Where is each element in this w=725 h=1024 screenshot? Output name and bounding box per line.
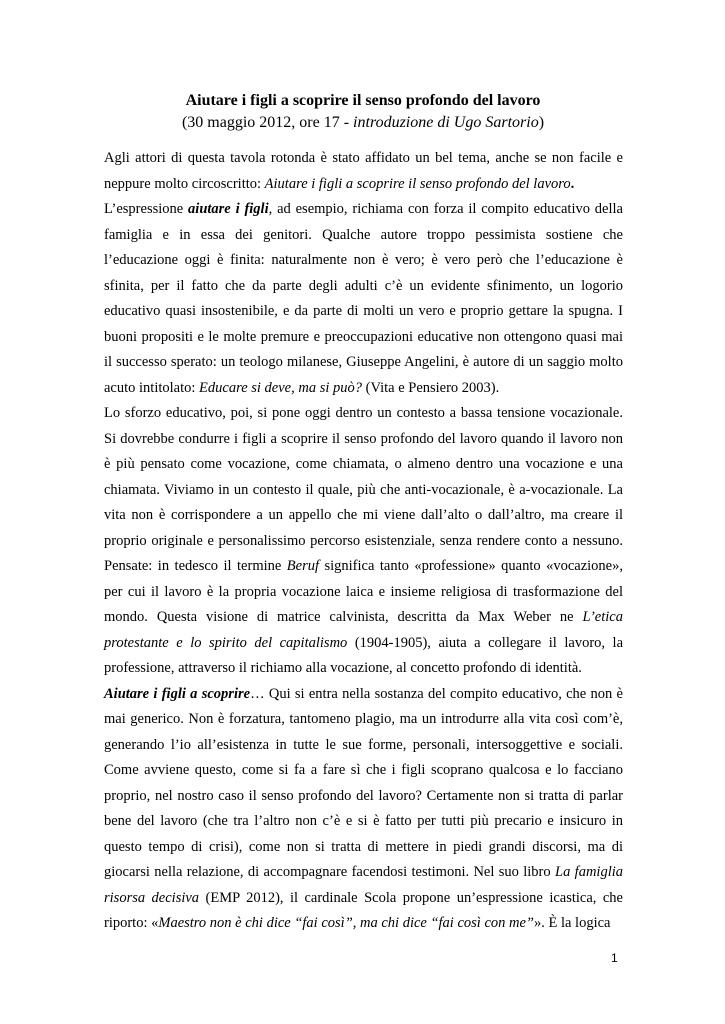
p2-emphasis: aiutare i figli xyxy=(188,201,269,217)
subtitle-close: ) xyxy=(538,114,545,131)
p2-text-end: (Vita e Pensiero 2003). xyxy=(362,379,500,396)
p4-emphasis: Aiutare i figli a scoprire xyxy=(104,685,251,702)
p3-text-end: (1904-1905), aiuta a collegare il lavoro, la professione, attraverso il richiamo alla vocazione, al concetto profondo di identità. xyxy=(104,634,624,676)
p4-text-start: … Qui si entra nella sostanza del compito educativo, che non è mai generico. Non è forzatura, tantomeno plagio, ma un introdurre alla vita così com’è, generando l’io all’esistenza in tutte le sue forme, personali, intersoggettive e sociali. Come avviene questo, come si fa a fare sì che i figli scoprano qualcosa e lo facciano proprio, nel nostro caso il senso profondo del lavoro? Certamente non si tratta di parlar bene del lavoro (che tra l’altro non c’è e si è fatto per tutti più precario e insicuro in questo tempo di crisi), come non si tratta di mettere in piedi grandi discorsi, ma di giocarsi nella relazione, di accompagnare facendosi testimoni. Nel suo libro xyxy=(104,685,623,880)
p4-text-middle: (EMP 2012), il cardinale Scola propone un’espressione icastica, che riporto: « xyxy=(104,889,623,931)
document-title xyxy=(104,90,622,134)
p4-book-title: La famiglia risorsa decisiva xyxy=(104,864,624,906)
p2-text-start: L’espressione xyxy=(104,201,189,217)
title-subtitle xyxy=(104,112,622,134)
p2-text-middle: , ad esempio, richiama con forza il compito educativo della famiglia e in essa dei genitori. Qualche autore troppo pessimista sostiene che l’educazione oggi è finita: naturalmente non è vero; è vero però che l’educazione è sfinita, per il fatto che da parte degli adulti c’è un evidente sfinimento, un logorio educativo quasi insostenibile, e da parte di molti un vero e proprio gettare la spugna. I buoni propositi e le molte premure e preoccupazioni educative non ottengono quasi mai il successo sperato: un teologo milanese, Giuseppe Angelini, è autore di un saggio molto acuto intitolato: xyxy=(104,201,623,396)
p1-italic-title: Aiutare i figli a scoprire il senso profondo del lavoro xyxy=(264,175,571,192)
p3-text-middle: significa tanto «professione» quanto «vocazione», per cui il lavoro è la propria vocazione laica e insieme religiosa di trasformazione del mondo. Questa visione di matrice calvinista, descritta da Max Weber ne xyxy=(104,558,623,625)
paragraph-1 xyxy=(104,146,623,197)
p3-book-title: L’etica protestante e lo spirito del capitalismo xyxy=(104,609,623,651)
subtitle-date: (30 maggio 2012, ore 17 - xyxy=(181,114,354,131)
p3-text-start: Lo sforzo educativo, poi, si pone oggi dentro un contesto a bassa tensione vocazionale. Si dovrebbe condurre i figli a scoprire il senso profondo del lavoro quando il lavoro non è più pensato come vocazione, come chiamata, o almeno dentro una vocazione e una chiamata. Viviamo in un contesto il quale, più che anti-vocazionale, è a-vocazionale. La vita non è corrispondere a un appello che mi viene dall’alto o dall’altro, ma creare il proprio originale e personalissimo percorso esistenziale, senza rendere conto a nessuno. Pensate: in tedesco il termine xyxy=(104,405,623,574)
p1-period: . xyxy=(570,175,575,192)
title-main: Aiutare i figli a scoprire il senso profondo del lavoro xyxy=(185,92,541,109)
p3-term-beruf: Beruf xyxy=(286,558,319,574)
page-number: 1 xyxy=(611,951,618,965)
body-text xyxy=(104,146,623,937)
subtitle-introduction: introduzione di Ugo Sartorio xyxy=(353,114,539,131)
paragraph-3 xyxy=(104,401,623,682)
p4-text-end: ». È la logica xyxy=(533,915,611,931)
paragraph-2 xyxy=(104,197,623,401)
p1-text: Agli attori di questa tavola rotonda è stato affidato un bel tema, anche se non facile e neppure molto circoscritto: xyxy=(104,150,623,192)
p2-book-title: Educare si deve, ma si può? xyxy=(199,379,363,396)
p4-quote: Maestro non è chi dice “fai così”, ma chi dice “fai così con me” xyxy=(158,915,534,931)
paragraph-4 xyxy=(104,682,623,937)
